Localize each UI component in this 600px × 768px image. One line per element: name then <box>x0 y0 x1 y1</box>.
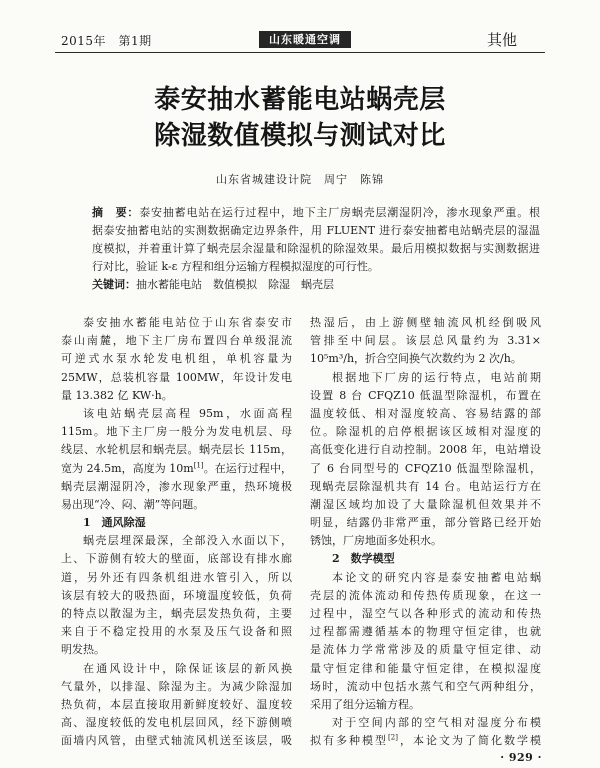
body-line: 现蜗壳层除湿机共有 14 台。电站运行方在 <box>310 479 541 493</box>
body-line: 量守恒定律和能量守恒定律，在模拟湿度 <box>310 661 541 675</box>
body-line: 过程都需遵循基本的物理守恒定律，也就 <box>310 625 541 639</box>
body-line: 明显，结露仍非常严重，部分管路已经开始 <box>310 516 541 530</box>
body-line <box>310 732 541 750</box>
body-line: 了 6 台同型号的 CFQZ10 低温型除湿机， <box>310 461 541 475</box>
body-line: 根据地下厂房的运行特点，电站前期 <box>332 370 541 384</box>
abstract-text: 泰安抽蓄电站在运行过程中，地下主厂房蜗壳层潮湿阴冷，渗水现象严重。根 <box>139 206 541 219</box>
abstract-block <box>92 204 540 294</box>
body-line: 采用了组分运输方程。 <box>310 697 420 711</box>
abstract-line <box>92 204 540 222</box>
body-line: 本论文的研究内容是泰安抽蓄电站蜗 <box>332 570 541 584</box>
article-title <box>0 82 600 154</box>
body-line: 泰山南麓，地下主厂房布置四台单级混流 <box>61 334 292 348</box>
line-text: ，本论文为了简化数学模 <box>397 734 542 748</box>
abstract-line: 据泰安抽蓄电站的实测数据确定边界条件，用 FLUENT 进行泰安抽蓄电站蜗壳层的湿温 <box>92 224 540 237</box>
body-line: 蜗壳层潮湿阴冷，渗水现象严重，热环境极 <box>61 479 292 493</box>
body-line: 易出现“冷、闷、潮”等问题。 <box>61 497 205 511</box>
body-line: 量 13.382 亿 KW·h。 <box>61 388 173 402</box>
body-line: 泰安抽水蓄能电站位于山东省泰安市 <box>83 316 292 329</box>
body-line: 线层、水轮机层和蜗壳层。蜗壳层长 115m， <box>61 443 292 457</box>
body-line: 热湿后，由上游侧壁轴流风机经倒吸风 <box>310 316 541 329</box>
body-line: 高低变化进行自动控制。2008 年，电站增设 <box>310 443 541 457</box>
body-line: 位。除湿机的启停根据该区域相对湿度的 <box>310 425 541 439</box>
paragraph <box>61 405 292 514</box>
body-line: 在通风设计中，除保证该层的新风换 <box>83 661 292 675</box>
body-line: 是流体力学常常涉及的质量守恒定律、动 <box>310 643 541 657</box>
body-line: 10⁵m³/h，折合空间换气次数约为 2 次/h。 <box>310 352 522 366</box>
body-line: 蜗壳层埋深最深，全部没入水面以下， <box>83 534 292 548</box>
abstract-label: 摘 要： <box>92 206 140 219</box>
body-line: 对于空间内部的空气相对湿度分布模 <box>332 716 541 730</box>
paragraph <box>310 714 541 750</box>
body-line: 可逆式水泵水轮发电机组，单机容量为 <box>61 352 292 366</box>
body-line: 潮湿区域均加设了大量除湿机但效果并不 <box>310 497 541 511</box>
body-line: 温度较低、相对湿度较高、容易结露的部 <box>310 406 541 420</box>
paragraph <box>61 314 292 405</box>
body-column-left <box>61 314 292 751</box>
body-line: 来自于不稳定投用的水泵及压气设备和照 <box>61 625 292 639</box>
body-line: 管排至中间层。该层总风量约为 3.31× <box>310 334 541 348</box>
paragraph <box>310 569 541 715</box>
body-line: 场时，流动中包括水蒸气和空气两种组分， <box>310 679 541 693</box>
body-line: 道，另外还有四条机组进水管引入，所以 <box>61 570 292 584</box>
section-label: 其他 <box>487 31 518 49</box>
body-line: 锈蚀，厂房地面多处积水。 <box>310 534 442 548</box>
body-line: 该电站蜗壳层高程 95m，水面高程 <box>83 406 292 420</box>
line-text: 宽为 24.5m，高度为 10m <box>61 461 194 475</box>
body-line: 上、下游侧有较大的壁面，底部设有排水廊 <box>61 552 292 566</box>
citation-ref: [1] <box>193 460 204 469</box>
page-number: · 929 · <box>500 751 542 764</box>
journal-name-badge: 山东暖通空调 <box>259 31 351 48</box>
page-header <box>55 30 545 53</box>
title-line: 除湿数值模拟与测试对比 <box>154 121 446 151</box>
keywords-text: 抽水蓄能电站 数值模拟 除湿 蜗壳层 <box>136 278 334 291</box>
section-heading: 2 数学模型 <box>332 552 395 566</box>
paragraph <box>310 314 541 369</box>
body-line: 25MW，总装机容量 100MW，年设计发电 <box>61 370 292 384</box>
abstract-line: 度模拟，并着重计算了蜗壳层余湿量和除湿机的除湿效果。最后用模拟数据与实测数据进 <box>92 242 540 255</box>
keywords-line <box>92 276 540 294</box>
author-line: 山东省城建设计院 周宁 陈锦 <box>216 173 384 186</box>
body-line: 气量外，以排湿、除湿为主。为减少除湿加 <box>61 679 292 693</box>
body-line: 该层有较大的吸热面，环境温度较低，负荷 <box>61 588 292 602</box>
citation-ref: [2] <box>388 733 398 742</box>
body-line: 的特点以散湿为主，蜗壳层发热负荷，主要 <box>61 607 292 620</box>
body-line: 过程中，湿空气以各种形式的流动和传热 <box>310 607 541 620</box>
body-line: 热负荷，本层直接取用新鲜度较好、温度较 <box>61 697 292 711</box>
section-heading: 1 通风除湿 <box>83 516 146 530</box>
line-text: 。在运行过程中， <box>203 461 293 475</box>
issue-label: 2015年 第1期 <box>61 34 152 48</box>
title-line: 泰安抽水蓄能电站蜗壳层 <box>154 85 446 115</box>
body-line: 壳层的流体流动和传热传质现象，在这一 <box>310 588 541 602</box>
paragraph <box>61 532 292 659</box>
body-line: 明发热。 <box>61 643 105 657</box>
body-column-right <box>310 314 541 751</box>
paragraph <box>61 660 292 751</box>
body-line: 设置 8 台 CFQZ10 低温型除湿机，布置在 <box>310 388 541 402</box>
body-line: 面墙内风管，由壁式轴流风机送至该层，吸 <box>61 734 292 748</box>
body-line <box>61 460 292 478</box>
keywords-label: 关键词： <box>92 278 136 291</box>
abstract-line: 行对比，验证 k-ε 方程和组分运输方程模拟湿度的可行性。 <box>92 260 379 273</box>
body-line: 115m。地下主厂房一般分为发电机层、母 <box>61 425 292 439</box>
body-line: 高、湿度较低的发电机层回风，经下游侧喷 <box>61 716 292 730</box>
paragraph <box>310 369 541 551</box>
line-text: 拟有多种模型 <box>310 734 389 748</box>
